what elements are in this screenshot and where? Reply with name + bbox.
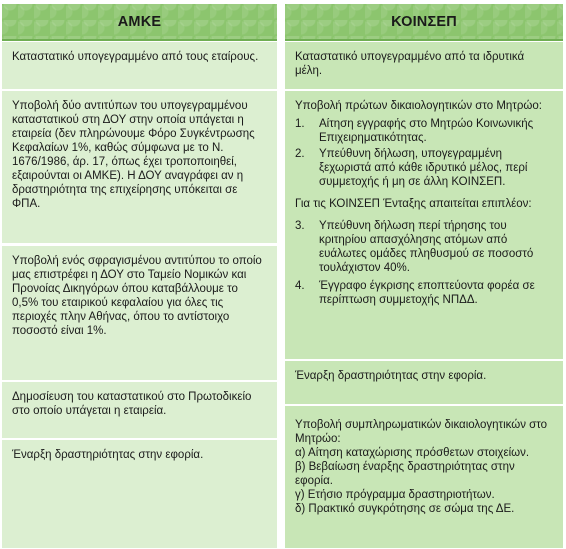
koinsep-cell-2 <box>285 90 563 360</box>
koinsep-step-text: Έναρξη δραστηριότητας στην εφορία. <box>295 370 487 382</box>
list-item: α) Αίτηση καταχώρισης πρόσθετων στοιχείων. <box>295 447 530 459</box>
list-item <box>295 147 553 189</box>
koinsep-header: ΚΟΙΝΣΕΠ <box>285 4 563 41</box>
amke-step-text: Δημοσίευση του καταστατικού στο Πρωτοδικείο στο οποίο υπάγεται η εταιρεία. <box>12 391 252 417</box>
amke-cell-2 <box>2 90 277 244</box>
koinsep-step-middle: Για τις ΚΟΙΝΣΕΠ Ένταξης απαιτείται επιπλέον: <box>295 198 532 210</box>
koinsep-step-text: Καταστατικό υπογεγραμμένο από τα ιδρυτικά μέλη. <box>295 51 525 77</box>
koinsep-documents-list <box>295 117 553 189</box>
list-item <box>295 117 553 145</box>
koinsep-cell-3 <box>285 360 563 405</box>
koinsep-step-intro: Υποβολή πρώτων δικαιολογητικών στο Μητρώο: <box>295 100 542 112</box>
list-item: δ) Πρακτικό συγκρότησης σε σώμα της ΔΕ. <box>295 503 515 515</box>
list-item-text: Υπεύθυνη δήλωση περί τήρησης του κριτηρίου απασχόλησης ατόμων από ευάλωτες ομάδες πληθυσμού σε ποσοστό τουλάχιστον 40%. <box>319 220 534 274</box>
koinsep-extra-list <box>295 219 553 307</box>
list-item-number: 2. <box>295 148 305 160</box>
list-item-number: 4. <box>295 280 305 292</box>
amke-step-text: Καταστατικό υπογεγραμμένο από τους εταίρους. <box>12 51 259 63</box>
list-item <box>295 219 553 275</box>
amke-step-text: Έναρξη δραστηριότητας στην εφορία. <box>12 449 204 461</box>
list-item-text: Υπεύθυνη δήλωση, υπογεγραμμένη ξεχωριστά από κάθε ιδρυτικό μέλος, περί συμμετοχής ή μη σε άλλη ΚΟΙΝΣΕΠ. <box>319 148 528 188</box>
koinsep-supplementary-list <box>295 446 553 516</box>
amke-cell-5 <box>2 439 277 549</box>
list-item-number: 3. <box>295 220 305 232</box>
list-item-text: Έγγραφο έγκρισης εποπτεύοντα φορέα σε περίπτωση συμμετοχής ΝΠΔΔ. <box>319 280 535 306</box>
amke-step-text: Υποβολή ενός σφραγισμένου αντιτύπου το οποίο μας επιστρέφει η ΔΟΥ στο Ταμείο Νομικών και Προνοίας Δικηγόρων όπου καταβάλλουμε το 0,5% του εταιρικού κεφαλαίου για όλες τις περιοχές πλην Αθήνας, όπου το αντίστοιχο ποσοστό είναι 1%. <box>12 255 262 337</box>
amke-cell-4 <box>2 381 277 439</box>
list-item-number: 1. <box>295 118 305 130</box>
koinsep-cell-4 <box>285 405 563 549</box>
list-item: γ) Ετήσιο πρόγραμμα δραστηριοτήτων. <box>295 489 495 501</box>
amke-cell-3 <box>2 245 277 381</box>
koinsep-step-intro: Υποβολή συμπληρωματικών δικαιολογητικών στο Μητρώο: <box>295 419 548 445</box>
koinsep-column <box>285 4 563 549</box>
amke-header: ΑΜΚΕ <box>2 4 277 41</box>
list-item: β) Βεβαίωση έναρξης δραστηριότητας στην εφορία. <box>295 461 515 487</box>
list-item <box>295 279 553 307</box>
list-item-text: Αίτηση εγγραφής στο Μητρώο Κοινωνικής Επιχειρηματικότητας. <box>319 118 534 144</box>
amke-cell-1 <box>2 41 277 90</box>
amke-step-text: Υποβολή δύο αντιτύπων του υπογεγραμμένου καταστατικού στη ΔΟΥ στην οποία υπάγεται η εταιρεία (δεν πληρώνουμε Φόρο Συγκέντρωσης Κεφαλαίων 1%, καθώς σύμφωνα με το Ν. 1676/1986, άρ. 17, όπως έχει τροποποιηθεί, εξαιρούνται οι ΑΜΚΕ). Η ΔΟΥ αναγράφει αν η δραστηριότητα της επιχείρησης υπόκειται σε ΦΠΑ. <box>12 100 255 210</box>
koinsep-cell-1 <box>285 41 563 90</box>
amke-column <box>2 4 277 549</box>
